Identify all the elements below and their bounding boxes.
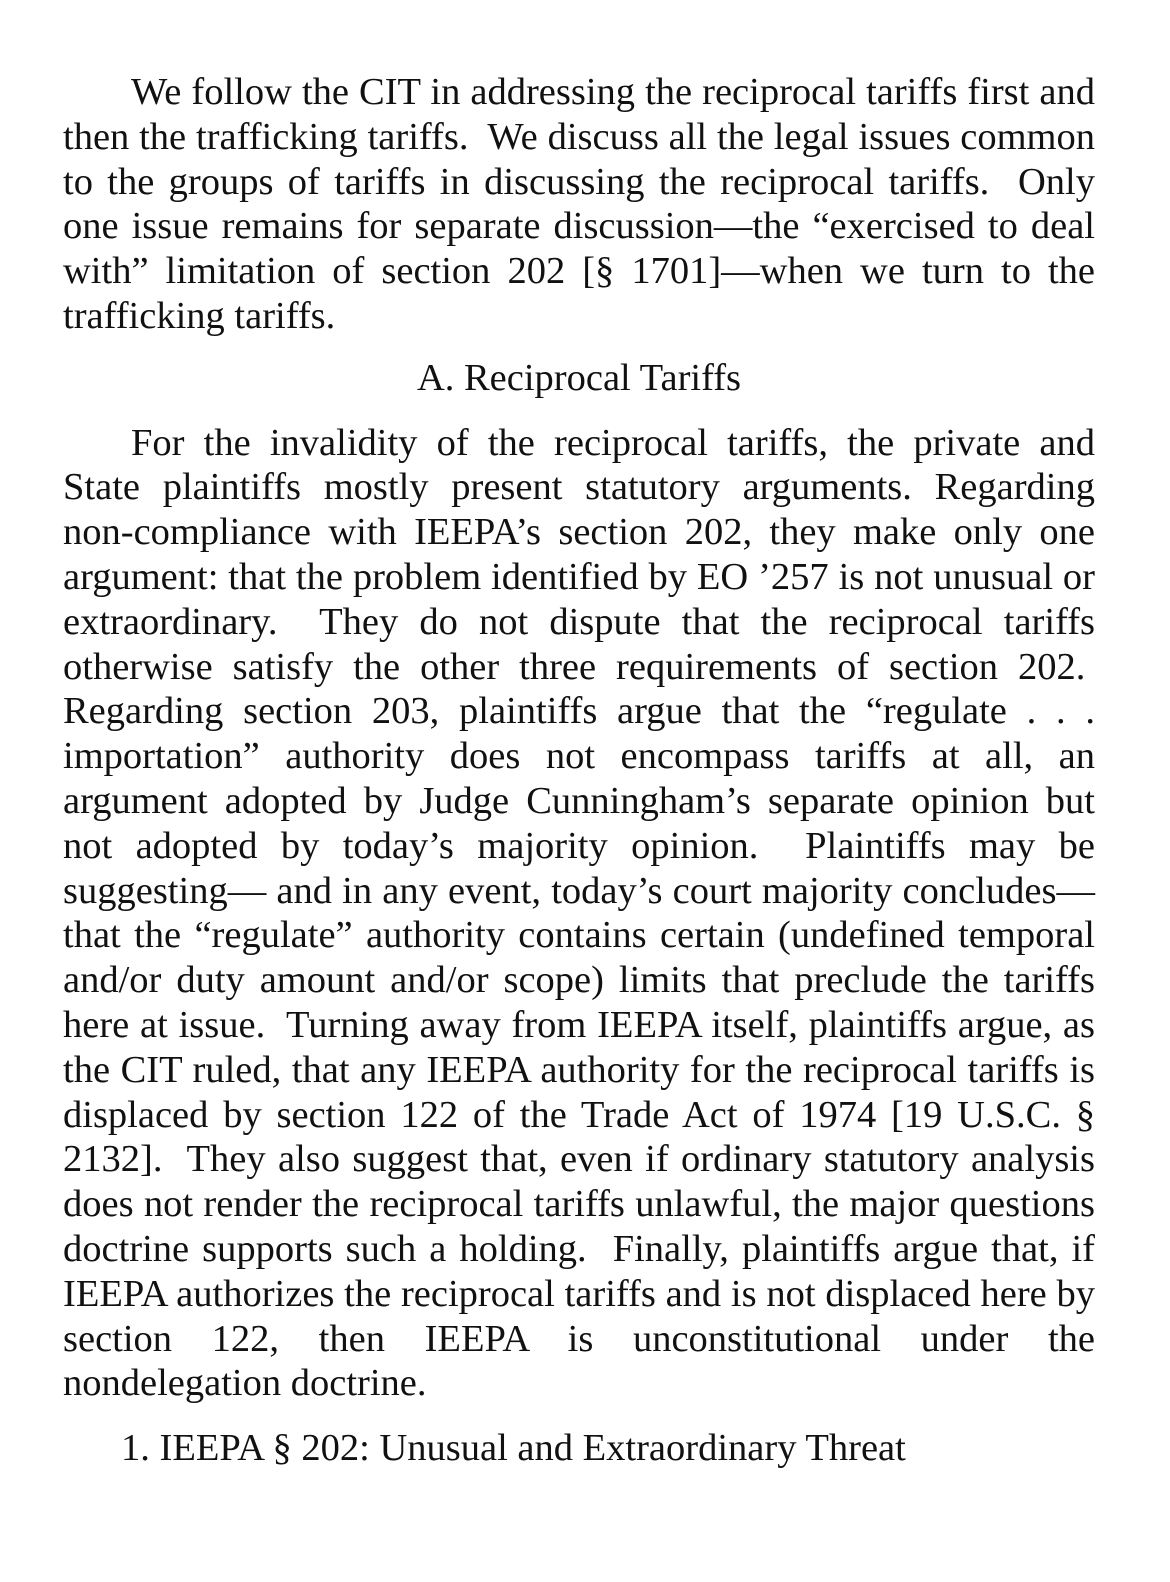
document-page xyxy=(63,70,1095,1471)
paragraph-reciprocal-arguments: For the invalidity of the reciprocal tariffs, the private and State plaintiffs mostly present statutory arguments. Regarding non-compliance with IEEPA’s section 202, they make only one argument: that the problem identified by EO ’257 is not unusual or extraordinary. They do not dispute that the reciprocal tariffs otherwise satisfy the other three requirements of section 202. Regarding section 203, plaintiffs argue that the “regulate . . . importation” authority does not encompass tariffs at all, an argument adopted by Judge Cunningham’s separate opinion but not adopted by today’s majority opinion. Plaintiffs may be suggesting— and in any event, today’s court majority concludes—that the “regulate” authority contains certain (undefined temporal and/or duty amount and/or scope) limits that preclude the tariffs here at issue. Turning away from IEEPA itself, plaintiffs argue, as the CIT ruled, that any IEEPA authority for the reciprocal tariffs is displaced by section 122 of the Trade Act of 1974 [19 U.S.C. § 2132]. They also suggest that, even if ordinary statutory analysis does not render the reciprocal tariffs unlawful, the major questions doctrine supports such a holding. Finally, plaintiffs argue that, if IEEPA authorizes the reciprocal tariffs and is not displaced here by section 122, then IEEPA is unconstitutional under the nondelegation doctrine. xyxy=(63,421,1095,1405)
section-heading-reciprocal-tariffs: A. Reciprocal Tariffs xyxy=(416,356,742,399)
subsection-heading-ieepa-202: 1. IEEPA § 202: Unusual and Extraordinary Threat xyxy=(121,1427,906,1470)
paragraph-intro: We follow the CIT in addressing the reciprocal tariffs first and then the trafficking tariffs. We discuss all the legal issues common to the groups of tariffs in discussing the reciprocal tariffs. Only one issue remains for separate discussion—the “exercised to deal with” limitation of section 202 [§ 1701]—when we turn to the trafficking tariffs. xyxy=(63,71,1095,337)
